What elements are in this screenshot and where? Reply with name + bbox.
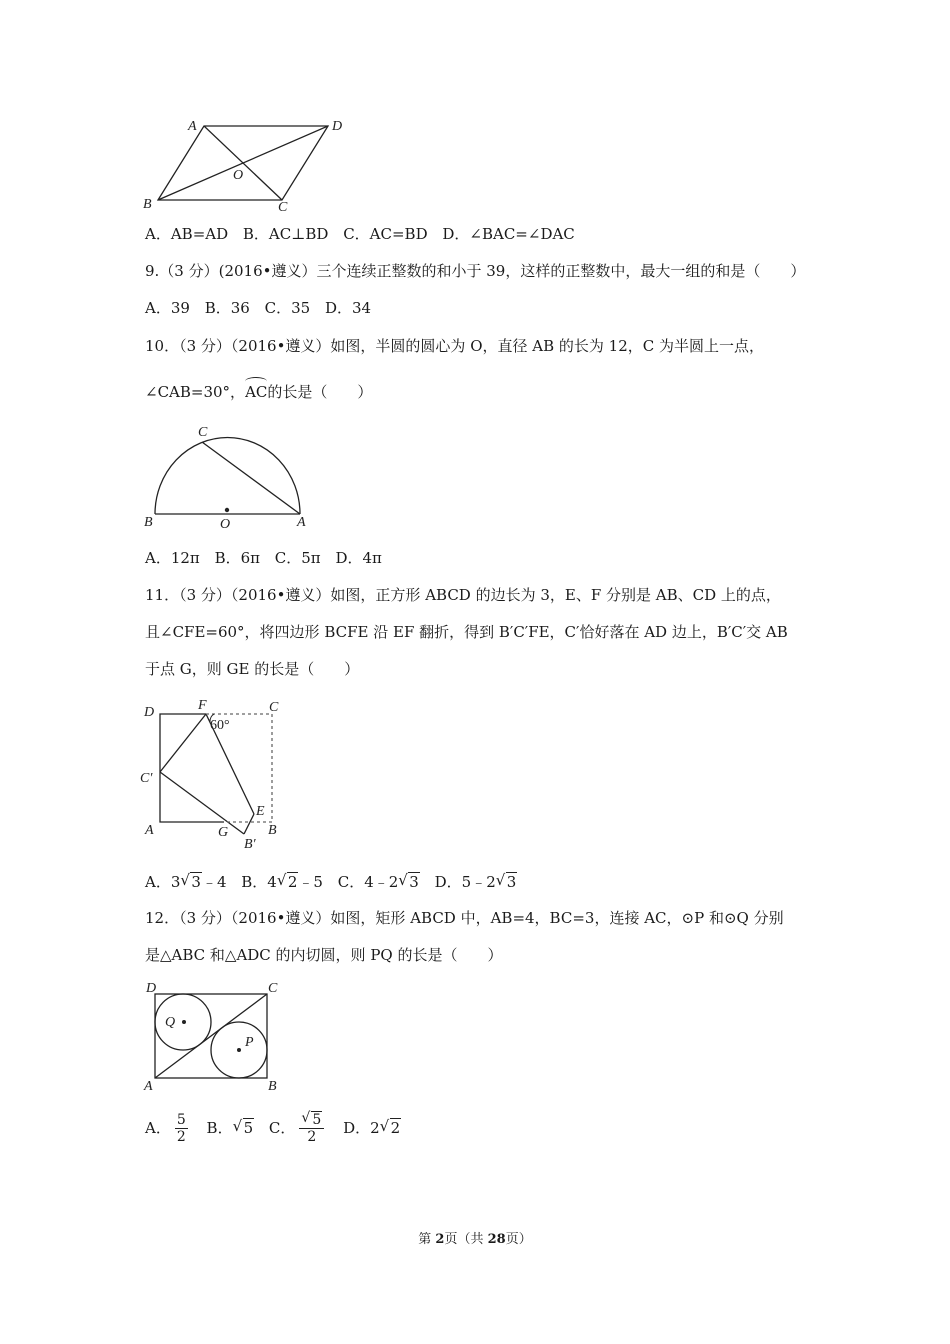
- q10-arc-ac: AC: [245, 383, 268, 401]
- q9-stem: 9.（3 分）(2016•遵义）三个连续正整数的和小于 39，这样的正整数中，最大一组的和是（ ）: [145, 262, 806, 280]
- q10-question-text: 的长是（ ）: [267, 383, 373, 401]
- label-d: D: [146, 981, 157, 996]
- q8-option-c: C．AC=BD: [343, 225, 428, 243]
- q11-figure: [138, 694, 298, 854]
- q8-option-b: B．AC⊥BD: [242, 225, 329, 243]
- center-p-dot: [237, 1048, 241, 1052]
- q12-option-b: B． √ 5: [206, 1116, 254, 1137]
- q11-options: [145, 872, 527, 892]
- q11-stem-line2: 且∠CFE=60°，将四边形 BCFE 沿 EF 翻折，得到 B′C′FE，C′恰好落在 AD 边上，B′C′交 AB: [145, 623, 788, 641]
- q12-option-d: D．2 √ 2: [343, 1116, 401, 1137]
- label-c: C: [278, 200, 288, 215]
- label-c: C: [269, 700, 279, 715]
- q8-figure: [140, 112, 360, 217]
- semicircle-arc: [155, 437, 300, 514]
- label-p: P: [245, 1035, 254, 1050]
- q10-figure: [140, 418, 320, 533]
- q8-option-a: A．AB=AD: [145, 225, 229, 243]
- label-a: A: [297, 515, 306, 530]
- q9-option-d: D．34: [324, 299, 372, 317]
- q10-option-b: B．6π: [214, 549, 260, 567]
- segment-c1b1: [160, 772, 244, 834]
- label-c-prime: C′: [140, 771, 153, 786]
- label-o: O: [220, 517, 231, 532]
- page-footer: 第 2页（共 28页）: [418, 1232, 532, 1247]
- q11-option-b: B．4 √ 2﹣5: [241, 871, 323, 891]
- q9-option-c: C．35: [264, 299, 311, 317]
- page-number: 2: [435, 1232, 445, 1247]
- q9-option-a: A．39: [145, 299, 190, 317]
- label-a: A: [145, 823, 154, 838]
- q10-option-a: A．12π: [145, 549, 200, 567]
- label-a: A: [144, 1079, 153, 1094]
- q11-stem-line3: 于点 G，则 GE 的长是（ ）: [145, 660, 360, 678]
- q12-option-a: A． $\frac{5}{2}$: [145, 1112, 186, 1145]
- label-c: C: [268, 981, 278, 996]
- q12-stem-line2: 是△ABC 和△ADC 的内切圆，则 PQ 的长是（ ）: [145, 946, 503, 964]
- label-o: O: [233, 168, 244, 183]
- q12-stem-line1: 12．（3 分）（2016•遵义）如图，矩形 ABCD 中，AB=4，BC=3，连接 AC，⊙P 和⊙Q 分别: [145, 909, 784, 927]
- label-g: G: [218, 825, 229, 840]
- diagonal-bd: [158, 126, 328, 200]
- label-c: C: [198, 425, 208, 440]
- q11-option-c: C．4﹣2 √ 3: [337, 871, 419, 891]
- label-d: D: [332, 119, 343, 134]
- q12-figure: [140, 978, 290, 1096]
- q10-option-d: D．4π: [335, 549, 382, 567]
- label-b: B: [268, 823, 277, 838]
- label-q: Q: [165, 1015, 176, 1030]
- label-angle-60: 60°: [210, 718, 230, 733]
- q10-angle-text: ∠CAB=30°，: [145, 383, 246, 401]
- label-e: E: [256, 804, 265, 819]
- q8-option-d: D．∠BAC=∠DAC: [442, 225, 575, 243]
- q10-stem-line2: [145, 382, 372, 402]
- q10-stem-line1: 10．（3 分）（2016•遵义）如图，半圆的圆心为 O，直径 AB 的长为 12，C 为半圆上一点，: [145, 337, 764, 355]
- q12-options: [145, 1110, 411, 1145]
- center-q-dot: [182, 1020, 186, 1024]
- q12-option-c: C． √ 5 2: [269, 1119, 328, 1137]
- segment-b1e: [244, 814, 254, 834]
- total-pages: 28: [487, 1232, 506, 1247]
- label-b-prime: B′: [244, 837, 256, 852]
- label-a: A: [188, 119, 197, 134]
- q11-stem-line1: 11．（3 分）（2016•遵义）如图，正方形 ABCD 的边长为 3，E、F 分别是 AB、CD 上的点，: [145, 586, 781, 604]
- label-d: D: [144, 705, 155, 720]
- label-b: B: [143, 197, 152, 212]
- q8-options: [145, 224, 585, 244]
- q9-options: [145, 298, 381, 318]
- center-o-dot: [225, 508, 229, 512]
- q10-options: [145, 548, 392, 568]
- chord-ca: [202, 442, 300, 514]
- q9-option-b: B．36: [204, 299, 250, 317]
- q11-option-d: D．5﹣2 √ 3: [434, 871, 517, 891]
- label-b: B: [268, 1079, 277, 1094]
- label-f: F: [198, 698, 207, 713]
- q10-option-c: C．5π: [274, 549, 321, 567]
- segment-fc1: [160, 714, 206, 772]
- label-b: B: [144, 515, 153, 530]
- q11-option-a: A．3 √ 3﹣4: [145, 871, 227, 891]
